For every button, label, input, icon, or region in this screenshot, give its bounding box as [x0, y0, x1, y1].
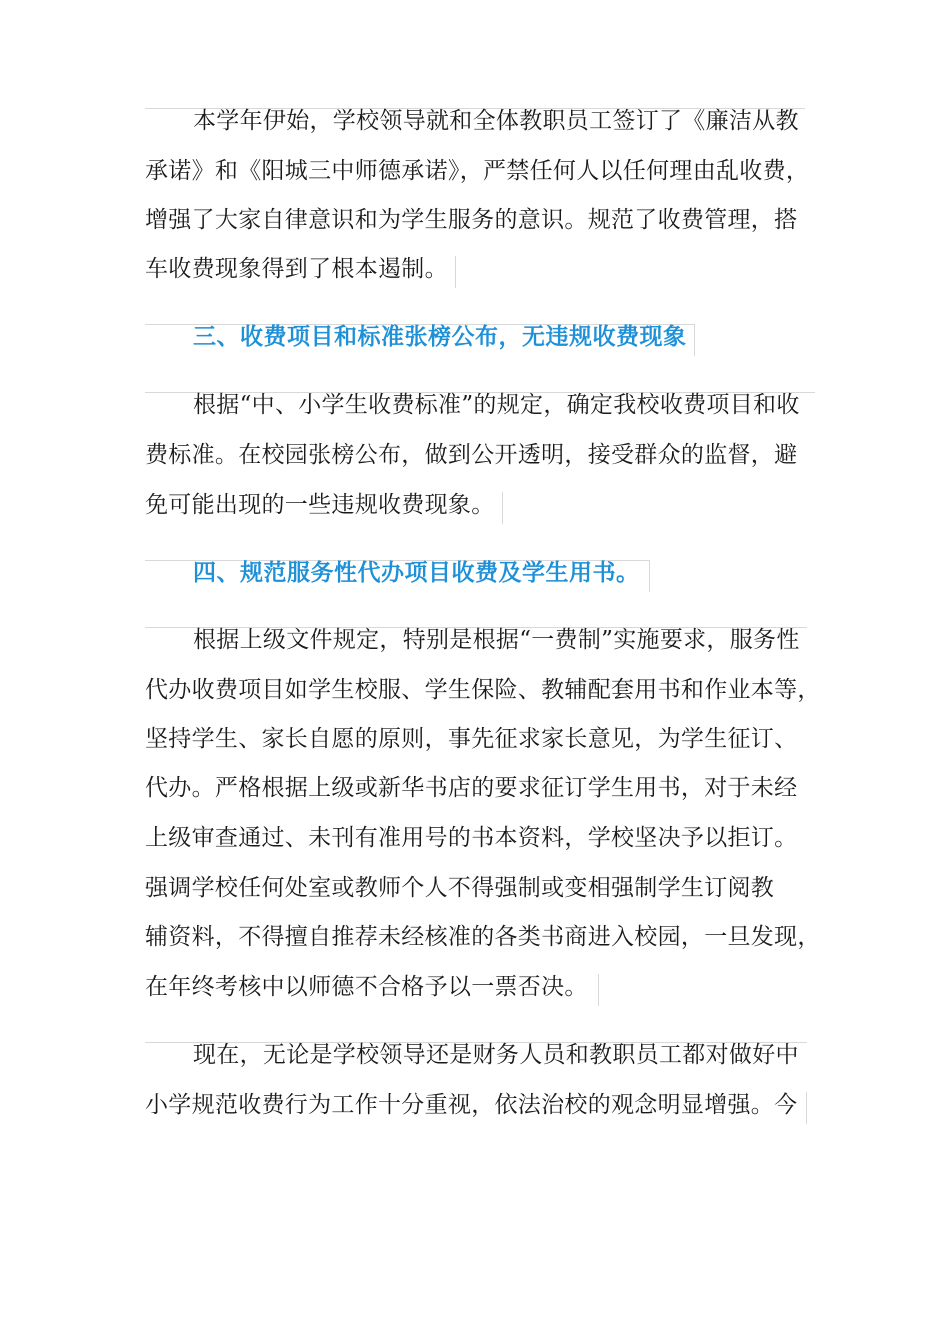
- paragraph-line: 上级审查通过、未刊有准用号的书本资料，学校坚决予以拒订。: [145, 825, 798, 851]
- paragraph-line: 增强了大家自律意识和为学生服务的意识。规范了收费管理，搭: [145, 207, 798, 233]
- paragraph-line: 现在，无论是学校领导还是财务人员和教职员工都对做好中: [193, 1042, 799, 1068]
- paragraph-line: 代办收费项目如学生校服、学生保险、教辅配套用书和作业本等，: [145, 677, 821, 703]
- paragraph-guide: [598, 974, 599, 1006]
- paragraph-line: 根据上级文件规定，特别是根据“一费制”实施要求，服务性: [193, 627, 800, 653]
- paragraph-line: 代办。严格根据上级或新华书店的要求征订学生用书，对于未经: [145, 775, 798, 801]
- paragraph-line: 强调学校任何处室或教师个人不得强制或变相强制学生订阅教: [145, 875, 775, 901]
- paragraph-line: 费标准。在校园张榜公布，做到公开透明，接受群众的监督，避: [145, 442, 798, 468]
- paragraph-guide: [502, 492, 503, 524]
- paragraph-line: 免可能出现的一些违规收费现象。: [145, 492, 495, 518]
- paragraph-guide: [806, 1092, 807, 1124]
- paragraph-line: 在年终考核中以师德不合格予以一票否决。: [145, 974, 588, 1000]
- section-heading: 四、规范服务性代办项目收费及学生用书。: [193, 560, 640, 586]
- paragraph-line: 辅资料，不得擅自推荐未经核准的各类书商进入校园，一旦发现，: [145, 924, 821, 950]
- section-heading: 三、收费项目和标准张榜公布，无违规收费现象: [193, 324, 687, 350]
- paragraph-line: 本学年伊始，学校领导就和全体教职员工签订了《廉洁从教: [193, 108, 799, 134]
- heading-guide: [694, 324, 695, 356]
- paragraph-guide: [455, 256, 456, 288]
- paragraph-line: 根据“中、小学生收费标准”的规定，确定我校收费项目和收: [193, 392, 800, 418]
- paragraph-line: 坚持学生、家长自愿的原则，事先征求家长意见，为学生征订、: [145, 726, 798, 752]
- heading-guide: [649, 560, 650, 592]
- paragraph-line: 小学规范收费行为工作十分重视，依法治校的观念明显增强。今: [145, 1092, 798, 1118]
- paragraph-line: 车收费现象得到了根本遏制。: [145, 256, 448, 282]
- paragraph-line: 承诺》和《阳城三中师德承诺》，严禁任何人以任何理由乱收费，: [145, 158, 810, 184]
